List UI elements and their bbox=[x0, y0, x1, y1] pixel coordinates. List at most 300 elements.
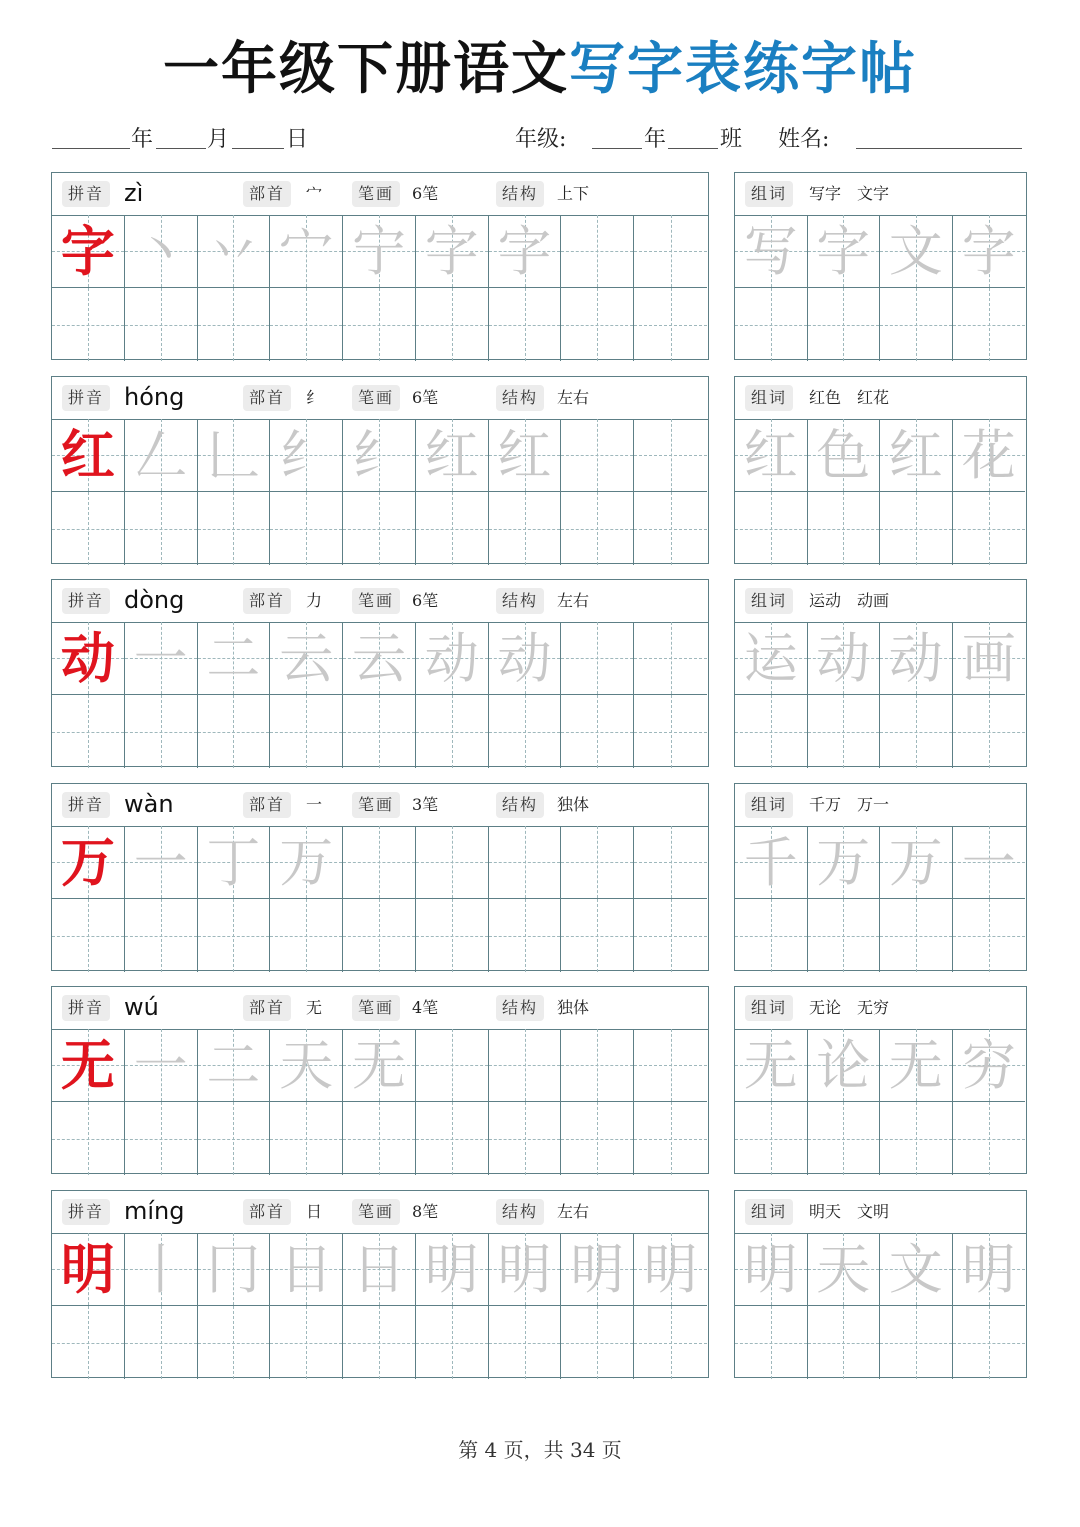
radical-tag: 部首 bbox=[243, 995, 291, 1021]
tracing-cell[interactable] bbox=[489, 1233, 562, 1306]
tracing-cell[interactable] bbox=[125, 1233, 198, 1306]
grid-guide-vertical bbox=[379, 899, 380, 972]
tracing-cell[interactable] bbox=[416, 419, 489, 492]
grid-guide-vertical bbox=[916, 288, 917, 361]
trace-character: 文 bbox=[888, 1238, 943, 1301]
tracing-cell[interactable] bbox=[735, 622, 808, 695]
tracing-cell[interactable] bbox=[416, 215, 489, 288]
grid-guide-vertical bbox=[916, 1306, 917, 1379]
grid-guide-vertical bbox=[452, 899, 453, 972]
writing-cell[interactable] bbox=[270, 899, 343, 972]
strokes-value: 6笔 bbox=[412, 184, 439, 203]
tracing-cell[interactable] bbox=[634, 826, 707, 899]
trace-character: 二 bbox=[206, 1034, 261, 1097]
tracing-cell[interactable] bbox=[880, 1233, 953, 1306]
writing-cell[interactable] bbox=[808, 288, 881, 361]
words-info-bar bbox=[735, 580, 1026, 623]
grid-guide-vertical bbox=[88, 695, 89, 768]
tracing-cell[interactable] bbox=[416, 1029, 489, 1102]
writing-cell[interactable] bbox=[489, 1102, 562, 1175]
trace-character: 明 bbox=[743, 1238, 798, 1301]
trace-character: 写 bbox=[743, 220, 798, 283]
writing-cell[interactable] bbox=[735, 1306, 808, 1379]
tracing-cell[interactable] bbox=[808, 1029, 881, 1102]
pinyin-tag: 拼音 bbox=[62, 588, 110, 614]
tracing-cell[interactable] bbox=[953, 1233, 1026, 1306]
writing-cell[interactable] bbox=[125, 1306, 198, 1379]
tracing-cell[interactable] bbox=[735, 215, 808, 288]
trace-character: 动 bbox=[424, 627, 479, 690]
name-label: 姓名: bbox=[778, 127, 830, 152]
writing-cell[interactable] bbox=[125, 695, 198, 768]
tracing-cell[interactable] bbox=[125, 419, 198, 492]
trace-character: 冂 bbox=[206, 1238, 261, 1301]
writing-cell[interactable] bbox=[880, 899, 953, 972]
grid-guide-vertical bbox=[671, 826, 672, 898]
writing-cell[interactable] bbox=[561, 695, 634, 768]
pinyin-value: hóng bbox=[124, 383, 185, 411]
writing-cell[interactable] bbox=[561, 1102, 634, 1175]
tracing-cell[interactable] bbox=[270, 215, 343, 288]
writing-cell[interactable] bbox=[52, 695, 125, 768]
writing-cell[interactable] bbox=[953, 1102, 1026, 1175]
writing-cell[interactable] bbox=[561, 492, 634, 565]
trace-character: 穷 bbox=[961, 1034, 1016, 1097]
tracing-cell[interactable] bbox=[489, 215, 562, 288]
grid-guide-vertical bbox=[843, 899, 844, 972]
words-value: 写字 文字 bbox=[809, 184, 890, 203]
trace-character: 万 bbox=[279, 831, 334, 894]
tracing-cell[interactable] bbox=[735, 1029, 808, 1102]
tracing-cell[interactable] bbox=[270, 622, 343, 695]
pinyin-tag: 拼音 bbox=[62, 792, 110, 818]
model-character: 万 bbox=[60, 830, 115, 894]
writing-cell[interactable] bbox=[634, 695, 707, 768]
grid-guide-vertical bbox=[161, 695, 162, 768]
writing-cell[interactable] bbox=[735, 1102, 808, 1175]
tracing-cell[interactable] bbox=[416, 1233, 489, 1306]
writing-cell[interactable] bbox=[198, 1306, 271, 1379]
grade-blank[interactable] bbox=[592, 148, 642, 149]
day-blank[interactable] bbox=[232, 148, 284, 149]
year-label: 年 bbox=[131, 127, 154, 152]
stroke-practice-panel bbox=[51, 172, 709, 360]
tracing-cell[interactable] bbox=[270, 1029, 343, 1102]
tracing-cell[interactable] bbox=[808, 1233, 881, 1306]
trace-character: 万 bbox=[888, 831, 943, 894]
tracing-cell[interactable] bbox=[735, 826, 808, 899]
model-character: 红 bbox=[60, 423, 115, 487]
grid-guide-vertical bbox=[452, 288, 453, 361]
writing-grid bbox=[735, 419, 1026, 563]
year-blank[interactable] bbox=[52, 148, 130, 149]
writing-cell[interactable] bbox=[270, 492, 343, 565]
trace-character: 红 bbox=[888, 424, 943, 487]
writing-cell[interactable] bbox=[735, 899, 808, 972]
grid-guide-vertical bbox=[671, 1029, 672, 1101]
grid-guide-vertical bbox=[452, 1029, 453, 1101]
grid-guide-vertical bbox=[88, 899, 89, 972]
strokes-tag: 笔画 bbox=[352, 1199, 400, 1225]
strokes-value: 6笔 bbox=[412, 591, 439, 610]
trace-character: 云 bbox=[279, 627, 334, 690]
trace-character: 无 bbox=[743, 1034, 798, 1097]
tracing-cell[interactable] bbox=[343, 215, 416, 288]
writing-cell[interactable] bbox=[953, 288, 1026, 361]
tracing-cell[interactable] bbox=[735, 419, 808, 492]
tracing-cell[interactable] bbox=[634, 1233, 707, 1306]
tracing-cell[interactable] bbox=[808, 419, 881, 492]
pinyin-tag: 拼音 bbox=[62, 385, 110, 411]
writing-cell[interactable] bbox=[343, 899, 416, 972]
grid-guide-vertical bbox=[597, 1102, 598, 1175]
stroke-practice-panel bbox=[51, 1190, 709, 1378]
writing-cell[interactable] bbox=[808, 492, 881, 565]
radical-tag: 部首 bbox=[243, 588, 291, 614]
tracing-cell[interactable] bbox=[808, 215, 881, 288]
grid-guide-vertical bbox=[771, 695, 772, 768]
radical-tag: 部首 bbox=[243, 181, 291, 207]
writing-cell[interactable] bbox=[125, 492, 198, 565]
character-info-bar bbox=[52, 173, 708, 216]
writing-cell[interactable] bbox=[880, 492, 953, 565]
grid-guide-vertical bbox=[306, 492, 307, 565]
writing-cell[interactable] bbox=[198, 695, 271, 768]
trace-character: 字 bbox=[961, 220, 1016, 283]
pinyin-value: dòng bbox=[124, 586, 185, 614]
grid-guide-vertical bbox=[379, 1306, 380, 1379]
writing-cell[interactable] bbox=[808, 1102, 881, 1175]
trace-character: 动 bbox=[816, 627, 871, 690]
tracing-cell[interactable] bbox=[198, 1233, 271, 1306]
grid-guide-vertical bbox=[597, 215, 598, 287]
writing-grid bbox=[52, 215, 708, 359]
writing-cell[interactable] bbox=[198, 899, 271, 972]
grid-guide-vertical bbox=[671, 288, 672, 361]
trace-character: 一 bbox=[133, 1034, 188, 1097]
tracing-cell[interactable] bbox=[198, 622, 271, 695]
writing-cell[interactable] bbox=[52, 1102, 125, 1175]
writing-cell[interactable] bbox=[198, 1102, 271, 1175]
writing-cell[interactable] bbox=[880, 1306, 953, 1379]
tracing-cell[interactable] bbox=[125, 622, 198, 695]
writing-cell[interactable] bbox=[416, 492, 489, 565]
grid-guide-vertical bbox=[452, 1102, 453, 1175]
trace-character: 宁 bbox=[351, 220, 406, 283]
words-info-bar bbox=[735, 1191, 1026, 1234]
tracing-cell[interactable] bbox=[561, 1233, 634, 1306]
writing-cell[interactable] bbox=[880, 288, 953, 361]
writing-grid bbox=[52, 1029, 708, 1173]
tracing-cell[interactable] bbox=[416, 826, 489, 899]
model-character: 无 bbox=[60, 1033, 115, 1097]
grid-guide-vertical bbox=[597, 622, 598, 694]
writing-cell[interactable] bbox=[808, 899, 881, 972]
tracing-cell[interactable] bbox=[198, 215, 271, 288]
word-practice-panel bbox=[734, 376, 1027, 564]
trace-character: 一 bbox=[133, 627, 188, 690]
grid-guide-vertical bbox=[989, 492, 990, 565]
trace-character: 字 bbox=[424, 220, 479, 283]
grid-guide-vertical bbox=[989, 1102, 990, 1175]
writing-cell[interactable] bbox=[634, 899, 707, 972]
grid-guide-vertical bbox=[771, 1306, 772, 1379]
tracing-cell[interactable] bbox=[52, 826, 125, 899]
trace-character: 动 bbox=[497, 627, 552, 690]
grid-guide-vertical bbox=[452, 1306, 453, 1379]
writing-cell[interactable] bbox=[125, 288, 198, 361]
trace-character: 运 bbox=[743, 627, 798, 690]
trace-character: 明 bbox=[424, 1238, 479, 1301]
structure-tag: 结构 bbox=[496, 181, 544, 207]
tracing-cell[interactable] bbox=[52, 1029, 125, 1102]
grid-guide-vertical bbox=[916, 492, 917, 565]
month-blank[interactable] bbox=[156, 148, 206, 149]
grid-guide-vertical bbox=[306, 695, 307, 768]
writing-grid bbox=[735, 622, 1026, 766]
writing-cell[interactable] bbox=[343, 1102, 416, 1175]
writing-cell[interactable] bbox=[634, 492, 707, 565]
trace-character: 字 bbox=[497, 220, 552, 283]
tracing-cell[interactable] bbox=[343, 1029, 416, 1102]
month-label: 月 bbox=[207, 127, 230, 152]
writing-cell[interactable] bbox=[343, 695, 416, 768]
writing-cell[interactable] bbox=[489, 492, 562, 565]
structure-tag: 结构 bbox=[496, 792, 544, 818]
writing-cell[interactable] bbox=[808, 695, 881, 768]
trace-character: 纟 bbox=[279, 424, 334, 487]
writing-cell[interactable] bbox=[953, 1306, 1026, 1379]
tracing-cell[interactable] bbox=[489, 622, 562, 695]
writing-cell[interactable] bbox=[489, 1306, 562, 1379]
grid-guide-vertical bbox=[843, 1102, 844, 1175]
tracing-cell[interactable] bbox=[198, 419, 271, 492]
tracing-cell[interactable] bbox=[416, 622, 489, 695]
writing-cell[interactable] bbox=[416, 899, 489, 972]
trace-character: 字 bbox=[816, 220, 871, 283]
stroke-practice-panel bbox=[51, 783, 709, 971]
writing-cell[interactable] bbox=[52, 288, 125, 361]
writing-cell[interactable] bbox=[52, 492, 125, 565]
character-info-bar bbox=[52, 580, 708, 623]
tracing-cell[interactable] bbox=[198, 826, 271, 899]
tracing-cell[interactable] bbox=[343, 826, 416, 899]
writing-cell[interactable] bbox=[561, 899, 634, 972]
tracing-cell[interactable] bbox=[489, 1029, 562, 1102]
tracing-cell[interactable] bbox=[489, 419, 562, 492]
grid-guide-vertical bbox=[843, 288, 844, 361]
grid-guide-vertical bbox=[306, 1102, 307, 1175]
writing-cell[interactable] bbox=[634, 1306, 707, 1379]
grid-guide-vertical bbox=[452, 492, 453, 565]
grid-guide-vertical bbox=[233, 1102, 234, 1175]
writing-grid bbox=[735, 215, 1026, 359]
tracing-cell[interactable] bbox=[634, 622, 707, 695]
writing-cell[interactable] bbox=[416, 288, 489, 361]
writing-cell[interactable] bbox=[270, 288, 343, 361]
model-character: 动 bbox=[60, 626, 115, 690]
tracing-cell[interactable] bbox=[880, 419, 953, 492]
writing-cell[interactable] bbox=[735, 695, 808, 768]
trace-character: 画 bbox=[961, 627, 1016, 690]
tracing-cell[interactable] bbox=[270, 826, 343, 899]
writing-cell[interactable] bbox=[489, 899, 562, 972]
tracing-cell[interactable] bbox=[880, 1029, 953, 1102]
writing-cell[interactable] bbox=[634, 1102, 707, 1175]
trace-character: 文 bbox=[888, 220, 943, 283]
grid-guide-vertical bbox=[771, 1102, 772, 1175]
grid-guide-vertical bbox=[525, 899, 526, 972]
radical-value: 纟 bbox=[306, 388, 323, 407]
model-character: 明 bbox=[60, 1237, 115, 1301]
tracing-cell[interactable] bbox=[880, 215, 953, 288]
day-label: 日 bbox=[286, 127, 309, 152]
writing-cell[interactable] bbox=[489, 695, 562, 768]
tracing-cell[interactable] bbox=[52, 622, 125, 695]
pinyin-value: wàn bbox=[124, 790, 174, 818]
writing-cell[interactable] bbox=[343, 492, 416, 565]
tracing-cell[interactable] bbox=[125, 826, 198, 899]
tracing-cell[interactable] bbox=[808, 826, 881, 899]
tracing-cell[interactable] bbox=[880, 826, 953, 899]
tracing-cell[interactable] bbox=[343, 419, 416, 492]
grid-guide-vertical bbox=[597, 1029, 598, 1101]
trace-character: 千 bbox=[743, 831, 798, 894]
writing-cell[interactable] bbox=[270, 1102, 343, 1175]
class-label: 班 bbox=[720, 127, 743, 152]
writing-cell[interactable] bbox=[735, 288, 808, 361]
trace-character: 色 bbox=[816, 424, 871, 487]
words-value: 红色 红花 bbox=[809, 388, 890, 407]
writing-cell[interactable] bbox=[416, 1306, 489, 1379]
tracing-cell[interactable] bbox=[561, 215, 634, 288]
grid-guide-vertical bbox=[379, 695, 380, 768]
writing-cell[interactable] bbox=[125, 1102, 198, 1175]
grid-guide-vertical bbox=[161, 1102, 162, 1175]
writing-cell[interactable] bbox=[953, 695, 1026, 768]
tracing-cell[interactable] bbox=[880, 622, 953, 695]
writing-cell[interactable] bbox=[561, 288, 634, 361]
tracing-cell[interactable] bbox=[125, 215, 198, 288]
name-blank[interactable] bbox=[856, 148, 1022, 149]
writing-cell[interactable] bbox=[634, 288, 707, 361]
grid-guide-vertical bbox=[843, 492, 844, 565]
tracing-cell[interactable] bbox=[634, 419, 707, 492]
tracing-cell[interactable] bbox=[561, 419, 634, 492]
class-blank[interactable] bbox=[668, 148, 718, 149]
tracing-cell[interactable] bbox=[808, 622, 881, 695]
writing-cell[interactable] bbox=[343, 1306, 416, 1379]
tracing-cell[interactable] bbox=[953, 622, 1026, 695]
grid-guide-vertical bbox=[671, 1306, 672, 1379]
tracing-cell[interactable] bbox=[953, 419, 1026, 492]
word-practice-panel bbox=[734, 579, 1027, 767]
writing-cell[interactable] bbox=[198, 492, 271, 565]
writing-cell[interactable] bbox=[489, 288, 562, 361]
tracing-cell[interactable] bbox=[52, 215, 125, 288]
grid-guide-vertical bbox=[771, 492, 772, 565]
header-fields bbox=[0, 118, 1080, 158]
writing-cell[interactable] bbox=[735, 492, 808, 565]
grid-guide-vertical bbox=[989, 899, 990, 972]
grid-guide-vertical bbox=[161, 288, 162, 361]
structure-tag: 结构 bbox=[496, 995, 544, 1021]
tracing-cell[interactable] bbox=[561, 622, 634, 695]
grid-guide-vertical bbox=[306, 1306, 307, 1379]
words-value: 明天 文明 bbox=[809, 1202, 890, 1221]
pinyin-tag: 拼音 bbox=[62, 995, 110, 1021]
grid-guide-vertical bbox=[671, 492, 672, 565]
tracing-cell[interactable] bbox=[343, 1233, 416, 1306]
tracing-cell[interactable] bbox=[735, 1233, 808, 1306]
tracing-cell[interactable] bbox=[52, 419, 125, 492]
writing-cell[interactable] bbox=[52, 1306, 125, 1379]
trace-character: 红 bbox=[497, 424, 552, 487]
writing-cell[interactable] bbox=[416, 695, 489, 768]
character-info-bar bbox=[52, 377, 708, 420]
tracing-cell[interactable] bbox=[270, 1233, 343, 1306]
strokes-tag: 笔画 bbox=[352, 385, 400, 411]
word-practice-panel bbox=[734, 172, 1027, 360]
writing-cell[interactable] bbox=[808, 1306, 881, 1379]
grid-guide-vertical bbox=[306, 288, 307, 361]
strokes-tag: 笔画 bbox=[352, 588, 400, 614]
tracing-cell[interactable] bbox=[634, 215, 707, 288]
page-title bbox=[0, 30, 1080, 110]
radical-value: 无 bbox=[306, 998, 323, 1017]
tracing-cell[interactable] bbox=[561, 1029, 634, 1102]
grid-guide-vertical bbox=[452, 695, 453, 768]
writing-cell[interactable] bbox=[52, 899, 125, 972]
writing-cell[interactable] bbox=[953, 899, 1026, 972]
trace-character: 一 bbox=[133, 831, 188, 894]
grid-guide-vertical bbox=[771, 899, 772, 972]
tracing-cell[interactable] bbox=[489, 826, 562, 899]
trace-character: 宀 bbox=[279, 220, 334, 283]
writing-cell[interactable] bbox=[270, 695, 343, 768]
strokes-tag: 笔画 bbox=[352, 995, 400, 1021]
writing-cell[interactable] bbox=[270, 1306, 343, 1379]
writing-cell[interactable] bbox=[198, 288, 271, 361]
strokes-tag: 笔画 bbox=[352, 792, 400, 818]
writing-cell[interactable] bbox=[561, 1306, 634, 1379]
writing-grid bbox=[735, 1029, 1026, 1173]
writing-cell[interactable] bbox=[343, 288, 416, 361]
strokes-value: 6笔 bbox=[412, 388, 439, 407]
tracing-cell[interactable] bbox=[198, 1029, 271, 1102]
tracing-cell[interactable] bbox=[953, 826, 1026, 899]
writing-cell[interactable] bbox=[953, 492, 1026, 565]
tracing-cell[interactable] bbox=[634, 1029, 707, 1102]
writing-cell[interactable] bbox=[880, 695, 953, 768]
writing-cell[interactable] bbox=[125, 899, 198, 972]
tracing-cell[interactable] bbox=[343, 622, 416, 695]
trace-character: 𠃊 bbox=[206, 424, 261, 487]
tracing-cell[interactable] bbox=[125, 1029, 198, 1102]
tracing-cell[interactable] bbox=[953, 1029, 1026, 1102]
writing-cell[interactable] bbox=[880, 1102, 953, 1175]
words-tag: 组词 bbox=[745, 181, 793, 207]
trace-character: 丷 bbox=[206, 220, 261, 283]
character-info-bar bbox=[52, 784, 708, 827]
tracing-cell[interactable] bbox=[52, 1233, 125, 1306]
tracing-cell[interactable] bbox=[561, 826, 634, 899]
tracing-cell[interactable] bbox=[270, 419, 343, 492]
trace-character: 纟 bbox=[351, 424, 406, 487]
tracing-cell[interactable] bbox=[953, 215, 1026, 288]
writing-cell[interactable] bbox=[416, 1102, 489, 1175]
grade-label: 年级: bbox=[515, 127, 567, 152]
